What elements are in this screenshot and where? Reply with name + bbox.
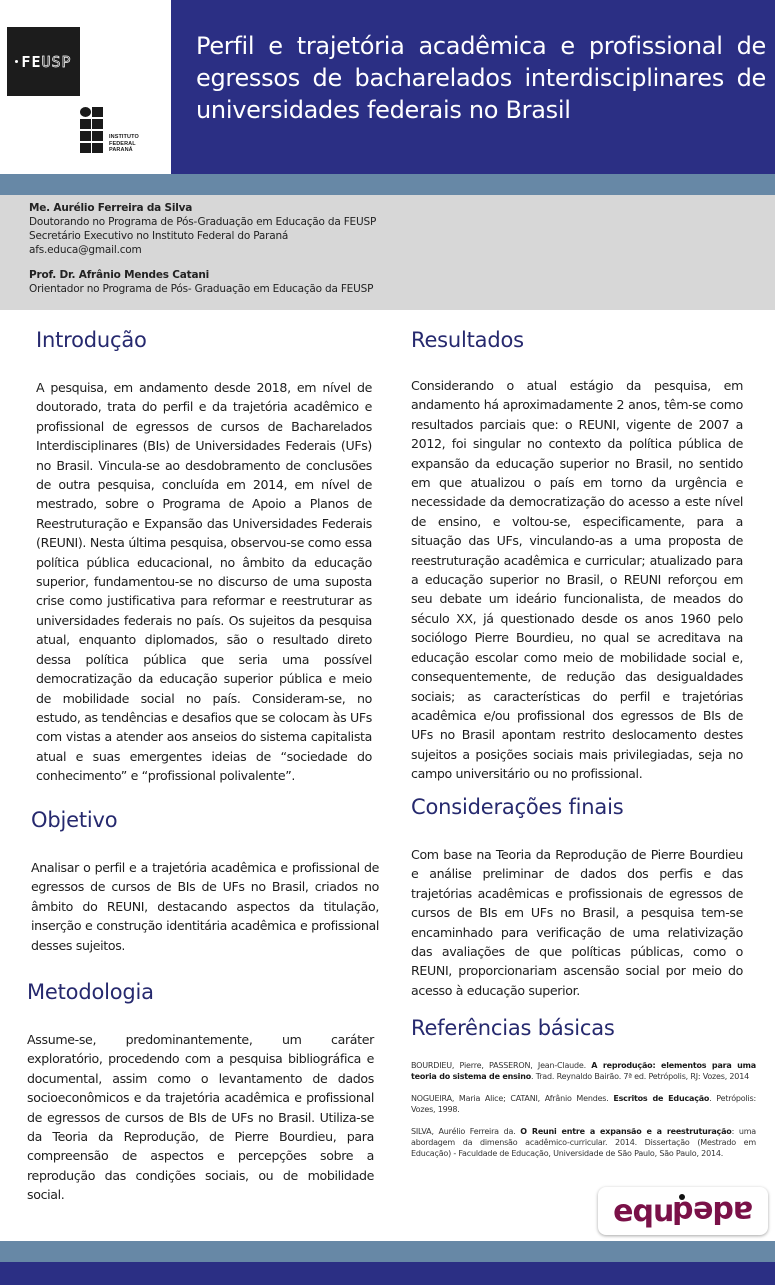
top-divider-band xyxy=(0,174,775,195)
objetivo-text: Analisar o perfil e a trajetória acadêmica e profissional de egressos de cursos de BIs de UFs no Brasil, criados no âmbito do REUNI, destacando aspectos da titulação, inserção e construção identitária acadêmica e profissional desses sujeitos. xyxy=(31,860,379,953)
author-2 xyxy=(29,268,373,296)
title-bar xyxy=(171,0,775,174)
author-2-name: Prof. Dr. Afrânio Mendes Catani xyxy=(29,269,210,281)
poster-title: Perfil e trajetória acadêmica e profissional de egressos de bacharelados interdisciplinares de universidades federais no Brasil xyxy=(196,32,766,124)
author-1-name: Me. Aurélio Ferreira da Silva xyxy=(29,202,193,214)
ifpr-grid-icon xyxy=(80,107,106,155)
equidade-logo-text: equdade xyxy=(613,1193,753,1229)
consideracoes-text: Com base na Teoria da Reprodução de Pierre Bourdieu e análise preliminar de dados dos perfis e das trajetórias acadêmicas e profissionais de egressos de cursos de BIs em UFs no Brasil, a pesquisa tem-se encaminhado para verificação de uma relativização das avaliações de que políticas públicas, como o REUNI, proporcionariam ascensão social por meio do acesso à educação superior. xyxy=(411,847,743,998)
referencias-heading: Referências básicas xyxy=(411,1016,615,1040)
reference-item: NOGUEIRA, Maria Alice; CATANI, Afrânio Mendes. Escritos de Educação. Petrópolis: Vozes, 1998. xyxy=(411,1094,756,1114)
resultados-text: Considerando o atual estágio da pesquisa, em andamento há aproximadamente 2 anos, têm-se como resultados parciais que: o REUNI, vigente de 2007 a 2012, foi singular no contexto da política pública de expansão da educação superior no Brasil, no sentido em que atualizou o país em torno da urgência e necessidade da democratização do acesso a este nível de ensino, e voltou-se, especificamente, para a situação das UFs, vinculando-as a uma proposta de reestruturação acadêmica e curricular; atualizado para a educação superior no Brasil, o REUNI reforçou em seu debate um ideário funcionalista, de meados do século XX, já questionado desde os anos 1960 pelo sociólogo Pierre Bourdieu, no qual se acreditava na educação escolar como meio de mobilidade social e, consequentemente, de redução das desigualdades sociais; as características do perfil e trajetórias acadêmica e/ou profissional dos egressos de BIs de UFs no Brasil apontam restrito deslocamento destes sujeitos a posições sociais mais privilegiadas, seja no campo universitário ou no profissional. xyxy=(411,378,743,782)
feusp-logo xyxy=(7,27,80,96)
equidade-logo xyxy=(598,1187,768,1235)
references-list xyxy=(411,1060,756,1170)
reference-item: SILVA, Aurélio Ferreira da. O Reuni entre a expansão e a reestruturação: uma abordagem da dimensão acadêmico-curricular. 2014. Dissertação (Mestrado em Educação) - Faculdade de Educação, Universidade de São Paulo, São Paulo, 2014. xyxy=(411,1127,756,1158)
feusp-logo-dot xyxy=(15,60,18,63)
authors-section xyxy=(0,195,775,310)
ifpr-line-1: INSTITUTO xyxy=(109,134,139,140)
feusp-logo-usp: USP xyxy=(41,52,72,71)
introducao-text: A pesquisa, em andamento desde 2018, em nível de doutorado, trata do perfil e da trajetória acadêmico e profissional de egressos de cursos de Bacharelados Interdisciplinares (BIs) de Universidades Federais (UFs) no Brasil. Vincula-se ao desdobramento de conclusões de outra pesquisa, concluída em 2014, em nível de mestrado, sobre o Programa de Apoio a Planos de Reestruturação e Expansão das Universidades Federais (REUNI). Nesta última pesquisa, observou-se como essa política pública educacional, no âmbito da educação superior, fundamentou-se no discurso de uma suposta crise como justificativa para reformar e reestruturar as universidades federais no país. Os sujeitos da pesquisa atual, enquanto diplomados, são o resultado direto dessa política pública que seria uma possível democratização da educação superior pública e meio de mobilidade social no país. Consideram-se, no estudo, as tendências e desafios que se colocam às UFs com vistas a atender aos anseios do sistema capitalista atual e suas emergentes ideias de “sociedade do conhecimento” e “profissional polivalente”. xyxy=(36,380,372,784)
ifpr-line-3: PARANÁ xyxy=(109,147,133,153)
ifpr-logo xyxy=(80,107,150,157)
author-1-affiliation-2: Secretário Executivo no Instituto Federal do Paraná xyxy=(29,230,289,242)
bottom-divider-band xyxy=(0,1241,775,1262)
bottom-navy-bar xyxy=(0,1262,775,1285)
reference-item: BOURDIEU, Pierre, PASSERON, Jean-Claude. A reprodução: elementos para uma teoria do sistema de ensino. Trad. Reynaldo Bairão. 7ª ed. Petrópolis, RJ: Vozes, 2014 xyxy=(411,1061,756,1081)
author-1-email: afs.educa@gmail.com xyxy=(29,244,142,256)
introducao-heading: Introdução xyxy=(36,328,147,352)
ifpr-logo-text xyxy=(109,134,139,154)
logo-area xyxy=(0,0,171,174)
feusp-logo-fe: FE xyxy=(21,52,42,71)
author-1-affiliation-1: Doutorando no Programa de Pós-Graduação em Educação da FEUSP xyxy=(29,216,377,228)
author-2-affiliation-1: Orientador no Programa de Pós- Graduação em Educação da FEUSP xyxy=(29,283,374,295)
consideracoes-heading: Considerações finais xyxy=(411,795,624,819)
resultados-heading: Resultados xyxy=(411,328,524,352)
objetivo-heading: Objetivo xyxy=(31,808,118,832)
metodologia-text: Assume-se, predominantemente, um caráter exploratório, procedendo com a pesquisa bibliográfica e documental, assim como o levantamento de dados socioeconômicos e da trajetória acadêmica e profissional de egressos de cursos de BIs de UFs no Brasil. Utiliza-se da Teoria da Reprodução, de Pierre Bourdieu, para compreensão de aspectos e percepções sobre a reprodução das condições sociais, ou de mobilidade social. xyxy=(27,1032,374,1203)
author-1 xyxy=(29,201,376,257)
ifpr-line-2: FEDERAL xyxy=(109,140,136,147)
metodologia-heading: Metodologia xyxy=(27,980,154,1004)
